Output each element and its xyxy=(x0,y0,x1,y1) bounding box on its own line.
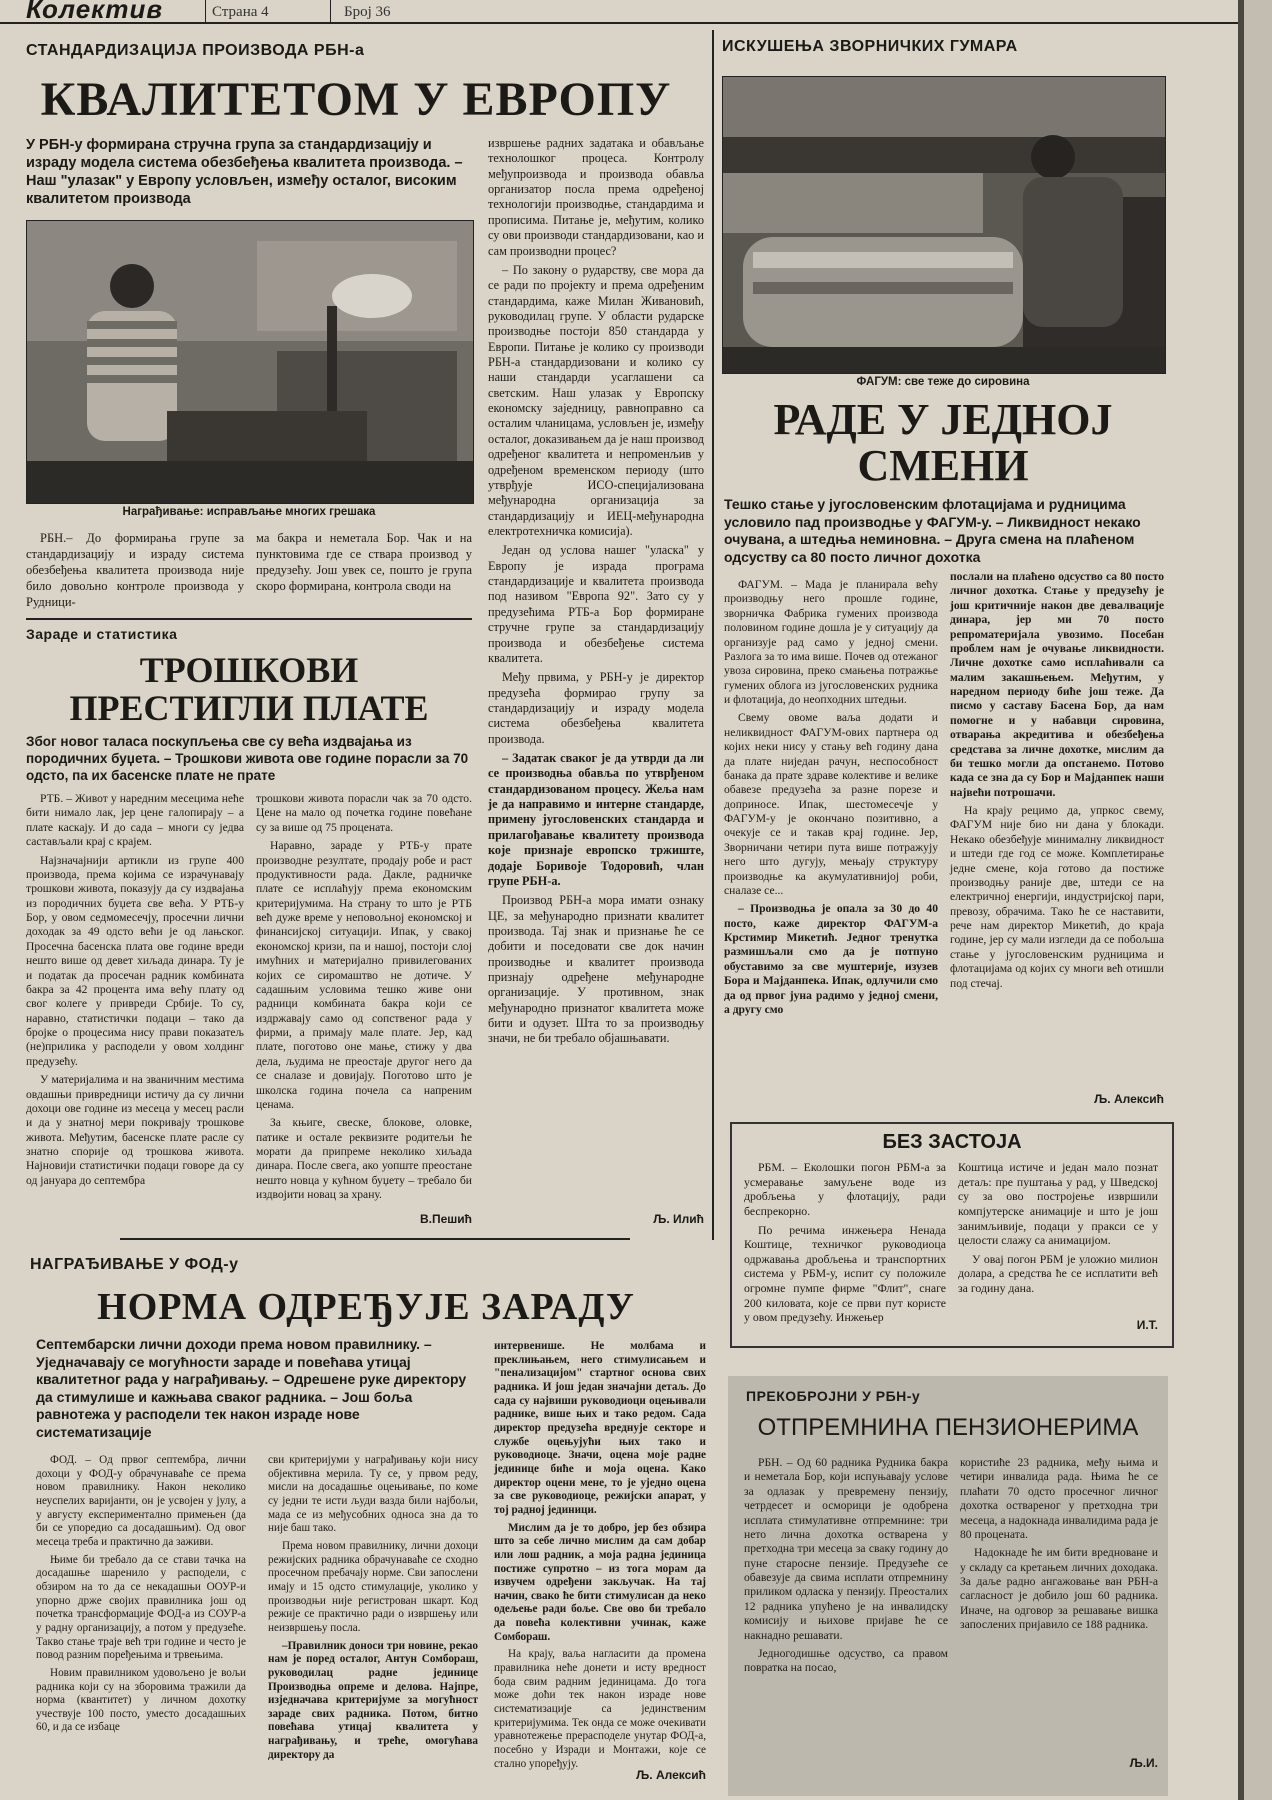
article-body-column xyxy=(36,1454,246,1739)
article-lead: Септембарски лични доходи према новом правилнику. – Уједначавају се могућности зараде и повећава утицај квалитетног рада у награђивању. – Одрешене руке директору да стимулише и кажњава сваког радника. – Још боља равнотежа у расподели тек након израде нове систематизације xyxy=(36,1336,467,1440)
article-paragraph: На крају рецимо да, упркос свему, ФАГУМ није био ни дана у блокади. Некако обезбеђује минималну ликвидност и штеди где год се може. Комплетирање једне смене, која готово да постиже производњу раније две, штеди се на електричној енергији, индустријској пари, превозу, обрачима. Тако ће се наставити, рече нам директор Микетић, до краја године, јер су мали изгледи да се побољша стање у југословенским рудницима и флотацијама од којих су многи већ отишли под стечај. xyxy=(950,804,1164,990)
article-paragraph: РБН.– До формирања групе за стандардизацију и израду система обезбеђења квалитета производа није било довољно контроле производа у Рудници- xyxy=(26,531,244,609)
article-body-column xyxy=(494,1340,706,1775)
box-headline: БЕЗ ЗАСТОЈА xyxy=(882,1131,1022,1153)
article-body-column xyxy=(26,530,244,614)
article-lead: Због новог таласа поскупљења све су већа издвајања из породичних буџета. – Трошкови живота ове године порасли за 70 одсто, па их басенске плате не прате xyxy=(26,734,469,783)
article-paragraph: ма бакра и неметала Бор. Чак и на пунктовима где се ствара производ у предузећу. Још увек се, пошто је група скоро формирана, контрола своди на xyxy=(256,531,472,593)
article-signature: Љ.И. xyxy=(1129,1756,1158,1770)
article-paragraph: Новим правилником удовољено је вољи радника који су на зборовима тражили да норма (квантитет) у личном дохотку учествује 100 посто, уместо досадашњих 60, и да се избаце xyxy=(36,1666,246,1734)
article-signature: Љ. Илић xyxy=(653,1212,704,1226)
workshop-photo xyxy=(26,220,474,504)
article-paragraph: Мислим да је то добро, јер без обзира што за себе лично мислим да сам добар или лош радник, а моја радна јединица постиже супротно – из тога морам да извучем одређени закључак. На тај начин, свако ће бити стимулисан да неко одељење ради боље. Све ово би требало да повећа колективни учинак, каже Сомбораш. xyxy=(494,1521,706,1643)
article-kicker: СТАНДАРДИЗАЦИЈА ПРОИЗВОДА РБН-а xyxy=(26,42,365,59)
article-paragraph: сви критеријуми у награђивању који нису објективна мерила. Ту се, у првом реду, мисли на досадашње оцењивање, по коме су једни те исти људи вазда били најбољи, мада се из међусобних односа зна да то није баш тако. xyxy=(268,1454,478,1535)
article-paragraph: За књиге, свеске, блокове, оловке, патике и остале реквизите родитељи ће морати да припреме неколико хиљада динара. После свега, ако уопште преостане нешто новца у кућном буџету – требало би издвојити новац за храну. xyxy=(256,1116,472,1202)
article-paragraph: На крају, ваља нагласити да промена правилника неће донети и исту вредност бода свим радним јединицама. До тога може доћи тек након израде нове систематизације са јединственим критеријумима. Тек онда се може очекивати уравнотежење прерасподеле унутар ФОД-а, посебно у Изради и Монтажи, које се стално упоређују. xyxy=(494,1648,706,1770)
header-divider xyxy=(330,0,331,22)
article-paragraph: Свему овоме ваља додати и неликвидност ФАГУМ-ових партнера од којих неки нису у стању већ годину дана да плате ниједан рачун, неспособност банака да прате здраве колективе и велике обавезе предузећа за разне порезе и доприносе. Ипак, шестомесечје у ФАГУМ-у је окончано позитивно, а очекује се и такав крај године. Јер, Зворничани четири пута више потражују него што дугују, мењају структуру производње ка акумулативнијој роби, сналазе се... xyxy=(724,711,938,897)
factory-photo xyxy=(722,76,1166,374)
article-paragraph: – По закону о рударству, све мора да се ради по пројекту и према одређеним стандардима, каже Милан Живановић, руководилац групе. У области рударске производње постоји 850 стандарда у Европи. Питање је колико су производи РБН-а стандардизовани и колико су наши стандарди усаглашени са светским. Наш улазак у Европску економску заједницу, равноправно са осталим чланицама, условљен је, између осталог, доказивањем да је наш производ одређеног квалитета и непроменљив у одређеном временском периоду (што утврђује ИСО-специјализована међународна организација за стандардизацију и ИЕЦ-међународна електротехничка комисија). xyxy=(488,262,704,538)
article-signature: Љ. Алексић xyxy=(1094,1092,1164,1106)
article-headline: ПРЕСТИГЛИ ПЛАТЕ xyxy=(69,688,429,728)
article-signature: И.Т. xyxy=(1136,1318,1158,1332)
article-headline: НОРМА ОДРЕЂУЈЕ ЗАРАДУ xyxy=(97,1286,635,1328)
article-headline: ОТПРЕМНИНА ПЕНЗИОНЕРИМА xyxy=(757,1414,1139,1441)
article-body-column xyxy=(960,1456,1158,1637)
article-paragraph: РТБ. – Живот у наредним месецима неће бити нимало лак, јер цене галопирају – а плате каскају. И до сада – многи су једва састављали крај с крајем. xyxy=(26,792,244,849)
article-body-column xyxy=(268,1454,478,1766)
article-paragraph: ФАГУМ. – Мада је планирала већу производњу него прошле године, зворничка Фабрика гумених производа половином године дошла је у ситуацију да организује рад само у једној смени. Разлога за то има више. Почев од отежаног увоза сировина, преко смањења потражње гумених облога из југословенских рудника и флотација, до неопходних штедњи. xyxy=(724,578,938,706)
article-paragraph: Наравно, зараде у РТБ-у прате производне резултате, продају робе и раст продуктивности рада. Дакле, радничке плате се исплаћују према економским критеријумима. На страну то што је РТБ већ дуже време у неповољној економској и финансијској ситуацији. Ипак, у свакој економској кризи, па и нашој, постоји слој имућних и материјално привилегованих којих се сиромаштво не дотиче. У садашњим условима тешко живе они радници комбината бакра који се издржавају само од сопственог рада у фирми, а примају мале плате. Јер, кад плате, поготово оне мање, стижу у два дела, људима не преостаје другог него да се сналазе и довијају. Поготово што је школска година почела са напреним ценама. xyxy=(256,839,472,1111)
article-lead: Тешко стање у југословенским флотацијама и рудницима условило пад производње у ФАГУМ-у. – Ликвидност некако очувана, а штедња неминовна. – Друга смена на плаћеном одсуству са 80 посто личног дохотка xyxy=(724,496,1141,565)
article-kicker: НАГРАЂИВАЊЕ У ФОД-у xyxy=(30,1256,239,1273)
article-paragraph: У материјалима и на званичним местима овдашњи привредници истичу да су лични дохоци ове године из месеца у месец расли и да у знатној мери покривају трошкове живота. Међутим, басенске плате расле су знатно спорије од трошкова живота. Најновији статистички подаци говоре да су од јануара до септембра xyxy=(26,1073,244,1187)
article-headline: КВАЛИТЕТОМ У ЕВРОПУ xyxy=(40,73,672,126)
article-headline: СМЕНИ xyxy=(857,441,1029,490)
adjacent-page-edge xyxy=(1244,0,1272,1800)
article-paragraph: Међу првима, у РБН-у је директор предузећа формирао групу за стандардизацију и израду модела система обезбеђења квалитета производа. xyxy=(488,670,704,746)
section-rule xyxy=(26,618,472,620)
workshop-photo-image xyxy=(27,221,473,503)
article-kicker: ПРЕКОБРОЈНИ У РБН-у xyxy=(746,1388,921,1404)
article-paragraph: Један од услова нашег "уласка" у Европу је израда програма стандардизације и квалитета производа под називом "Европа 92". Зато су у предузећима РТБ-а Бор формиране стручне групе за стандардизацију производа и обезбеђење система квалитета. xyxy=(488,543,704,665)
article-paragraph: РБН. – Од 60 радника Рудника бакра и неметала Бор, који испуњавају услове за одлазак у превремену пензију, четрдесет и осморици је одобрена исплата стимулативне отпремнине: три нето лична дохотка остварена у претходна три месеца за сваку годину до пуне старосне пензије. Предузеће се обавезује да свима исплати отпремнину приликом одласка у пензију. Преосталих 12 радника упућено је на инвалидску комисију и њихове пријаве ће се накнадно решавати. xyxy=(744,1456,948,1642)
article-signature: В.Пешић xyxy=(419,1212,472,1226)
article-paragraph: Према новом правилнику, лични дохоци режијских радника обрачунаваће се сходно просечном пребачају норме. Сви запослени имају и 15 одсто стимулације, уколико у производњи није регистрован шкарт. Код режије се практично ради о извршењу или неизвршењу посла. xyxy=(268,1539,478,1634)
article-kicker: Зараде и статистика xyxy=(26,626,178,642)
article-body-column xyxy=(256,792,472,1207)
article-body-column xyxy=(724,578,938,1021)
article-paragraph: – Задатак сваког је да утврди да ли се производња обавља по утврђеном стандардизованом процесу. Жеља нам је да направимо и интерне стандарде, примену југословенских стандарда и прилагођавање квалитету производа које признаје европско тржиште, додаје Боривоје Тодоровић, члан групе РБН-а. xyxy=(488,751,704,888)
article-headline: ТРОШКОВИ xyxy=(139,650,359,690)
article-kicker: ИСКУШЕЊА ЗВОРНИЧКИХ ГУМАРА xyxy=(722,38,1018,55)
article-body-column xyxy=(950,570,1164,995)
article-paragraph: –Правилник доноси три новине, рекао нам је поред осталог, Антун Сомбораш, руководилац радне јединице Производња опреме и делова. Најпре, изједначава критеријуме за могућност зараде свих радника. Потом, битно повећава утицај квалитета у награђивању, и треће, омогућава директору да xyxy=(268,1639,478,1761)
article-paragraph: Коштица истиче и један мало познат детаљ: пре пуштања у рад, у Шведској су за ово постројење извршили компјутерске анимације и што је још занимљивије, подаци у пракси се у целости слажу са анимацијом. xyxy=(958,1160,1158,1248)
photo-caption: ФАГУМ: све теже до сировина xyxy=(856,376,1030,388)
article-paragraph: Њиме би требало да се стави тачка на досадашње шаренило у расподели, с обзиром на то да се некадашњи ООУР-и упорно држе својих правилника још од почетка трансформације ФОД-а из СОУР-а у радну организацију, а потом у предузеће. Такво стање траје већ три године и често је повод разним поређењима и трвењима. xyxy=(36,1553,246,1662)
article-lead: У РБН-у формирана стручна група за стандардизацију и израду модела система обезбеђења квалитета производа. – Наш "улазак" у Европу условљен, између осталог, високим квалитетом производа xyxy=(26,137,463,208)
article-body-column xyxy=(256,530,472,598)
factory-photo-image xyxy=(723,77,1165,373)
article-body-column xyxy=(26,792,244,1192)
article-paragraph: трошкови живота порасли чак за 70 одсто. Цене на мало од почетка године повећане су за више од 75 процената. xyxy=(256,792,472,834)
article-headline: РАДЕ У ЈЕДНОЈ xyxy=(773,395,1113,444)
masthead-logo: Колектив xyxy=(26,0,164,24)
article-body-column xyxy=(744,1456,948,1680)
article-paragraph: извршење радних задатака и обављање технолошког процеса. Контролу међупроизвода и производа обавља организатор посла према одређеној технологији производње, стандардима и прописима. Питање је, међутим, колико су ови производи стандардизовани, као и сам производни процес? xyxy=(488,136,704,258)
article-paragraph: користиће 23 радника, међу њима и четири инвалида рада. Њима ће се плаћати 70 одсто просечног личног дохотка оствареног у претходна три месеца, а надокнада инвалидима рада је 80 процената. xyxy=(960,1456,1158,1541)
article-paragraph: Производ РБН-а мора имати ознаку ЦЕ, за међународно признати квалитет производа. Тај знак и признање ће се добити и поседовати све док начин производње и квалитет производа признају одређене међународне организације. У противном, знак међународно признатог квалитета може бити и одузет. Шта то за производњу значи, не би требало објашњавати. xyxy=(488,893,704,1046)
article-signature: Љ. Алексић xyxy=(636,1768,706,1782)
column-divider xyxy=(712,30,714,1240)
article-paragraph: Најзначајнији артикли из групе 400 производа, према којима се израчунавају трошкови живота, показују да су издвајања из породичних буџета све већа. У РТБ-у Бор, у овом седмомесечју, просечни лични доходак за 49 одсто већи је од лањског. Просечна басенска плата ове године вреди нешто више од девет хиљада динара. Ту је и податак да просечан радник комбината бакра за 42 процента има већу плату од свог колеге у привреди Србије. То су, наравно, статистички подаци – тако да бројке о процесима нису прави показатељ (не)прилика у расподели у овом холдинг предузећу. xyxy=(26,853,244,1068)
page-header xyxy=(0,0,1240,24)
article-paragraph: ФОД. – Од првог септембра, лични дохоци у ФОД-у обрачунаваће се према новом правилнику. Након неколико неуспелих варијанти, он је усвојен у јулу, а у августу експериментално примењен (да би се упоредио са досадашњим). Од овог месеца треба и практично да заживи. xyxy=(36,1454,246,1548)
page-number: Страна 4 xyxy=(212,4,269,20)
section-rule xyxy=(120,1238,630,1240)
article-paragraph: Надокнаде ће им бити вредноване и у складу са кретањем личних доходака. За даље радно ангажовање ван РБН-а сагласност је добило још 60 радника. Иначе, на одговор за решавање вишка запослених пријавило се 188 радника. xyxy=(960,1546,1158,1632)
article-paragraph: интервенише. Не молбама и преклињањем, него стимулисањем и "пенализацијом" стартног основа свих радника. И још један значајни детаљ. До сада су највиши руководиоци оцењивали раднике, више њих и тако редом. Сада директор предузећа вреднује секторе и службе оцењујући њих тако и руководиоце. Значи, оцена моје радне јединице биће и моја оцена. Како директор оцени мене, то је уједно оцена за све руководиоце, режијски апарат, у тој радној јединици. xyxy=(494,1340,706,1516)
article-body-column xyxy=(488,136,704,1051)
article-body-column xyxy=(744,1160,946,1329)
article-paragraph: – Производња је опала за 30 до 40 посто, каже директор ФАГУМ-а Крстимир Микетић. Једног тренутка размишљали смо да је потпуно обуставимо за све муштерије, изузев Бора и Мајданпека. Ипак, одлучили смо да од првог јуна радимо у једној смени, а другу смо xyxy=(724,902,938,1016)
issue-number: Број 36 xyxy=(344,4,391,20)
article-body-column xyxy=(958,1160,1158,1300)
article-paragraph: По речима инжењера Ненада Коштице, техничког руководиоца одржавања дробљења и транспортних система у РБМ-у, испит су положиле огромне пумпе фирме "Флит", снаге 200 киловата, које се први пут користе у овом предузећу. Инжењер xyxy=(744,1222,946,1325)
article-paragraph: Једногодишње одсуство, са правом повратка на посао, xyxy=(744,1646,948,1675)
article-paragraph: послали на плаћено одсуство са 80 посто личног дохотка. Стање у предузећу је још критичније након две девалвације динара, јер ми 70 посто репроматеријала увозимо. Посебан проблем нам је очување ликвидности. Личне дохотке само исплаћивали са малим закашњењем. Међутим, у наредном периоду биће још теже. Да писмо у саставу Басена Бор, да нам помогне и у набавци сировина, отварања акредитива и обезбеђења средстава за личне дохотке, мислим да би тешко могли да опстанемо. Потово када се зна да су Бор и Мајданпек наши највећи потрошачи. xyxy=(950,570,1164,799)
photo-caption: Награђивање: исправљање многих грешака xyxy=(122,506,376,518)
article-paragraph: РБМ. – Еколошки погон РБМ-а за усмеравање замуљене воде из дробљења у флотацију, ради беспрекорно. xyxy=(744,1160,946,1218)
article-paragraph: У овај погон РБМ је уложио милион долара, а средства ће се исплатити већ за годину дана. xyxy=(958,1251,1158,1295)
header-divider xyxy=(205,0,206,22)
